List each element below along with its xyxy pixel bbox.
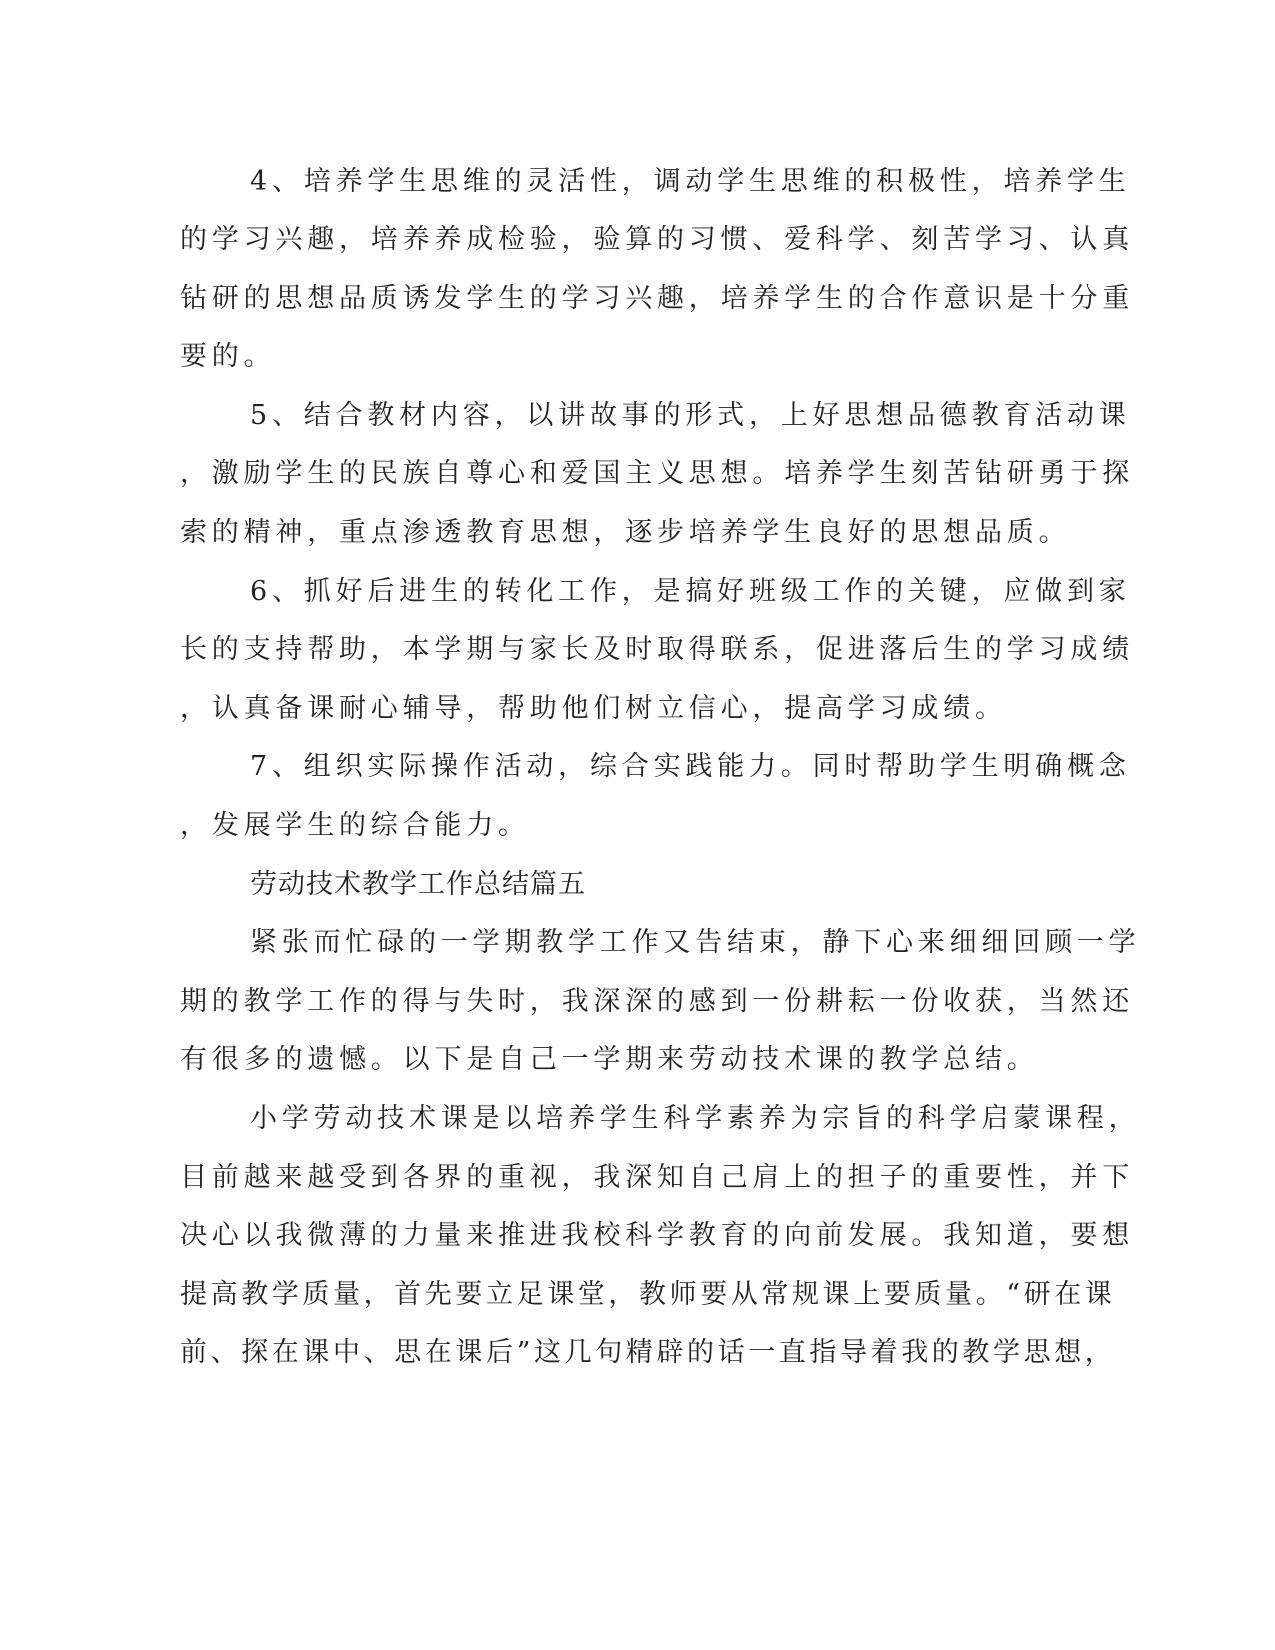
text-line-intro-1: 紧张而忙碌的一学期教学工作又告结束，静下心来细细回顾一学 (250, 927, 1141, 958)
text-line-body-1: 小学劳动技术课是以培养学生科学素养为宗旨的科学启蒙课程， (250, 1103, 1141, 1134)
text-line-body-4: 提高教学质量，首先要立足课堂，教师要从常规课上要质量。“研在课 (180, 1279, 1116, 1310)
text-line-para6-3: ，认真备课耐心辅导，帮助他们树立信心，提高学习成绩。 (180, 693, 1007, 724)
text-line-para5-3: 索的精神，重点渗透教育思想，逐步培养学生良好的思想品质。 (180, 517, 1071, 548)
text-line-para5-1: 5、结合教材内容，以讲故事的形式，上好思想品德教育活动课 (250, 400, 1131, 431)
text-line-body-5: 前、探在课中、思在课后”这几句精辟的话一直指导着我的教学思想， (180, 1337, 1116, 1368)
section-heading: 劳动技术教学工作总结篇五 (250, 869, 586, 900)
text-line-body-2: 目前越来越受到各界的重视，我深知自己肩上的担子的重要性，并下 (180, 1162, 1134, 1193)
text-line-intro-2: 期的教学工作的得与失时，我深深的感到一份耕耘一份收获，当然还 (180, 986, 1134, 1017)
text-line-para4-1: 4、培养学生思维的灵活性，调动学生思维的积极性，培养学生 (250, 166, 1131, 197)
text-line-para7-1: 7、组织实际操作活动，综合实践能力。同时帮助学生明确概念 (250, 751, 1131, 782)
text-line-para6-2: 长的支持帮助，本学期与家长及时取得联系，促进落后生的学习成绩 (180, 634, 1134, 665)
text-line-para6-1: 6、抓好后进生的转化工作，是搞好班级工作的关键，应做到家 (250, 576, 1131, 607)
text-line-intro-3: 有很多的遗憾。以下是自己一学期来劳动技术课的教学总结。 (180, 1044, 1039, 1075)
text-line-body-3: 决心以我微薄的力量来推进我校科学教育的向前发展。我知道，要想 (180, 1220, 1134, 1251)
text-line-para7-2: ，发展学生的综合能力。 (180, 810, 530, 841)
text-line-para5-2: ，激励学生的民族自尊心和爱国主义思想。培养学生刻苦钻研勇于探 (180, 458, 1134, 489)
text-line-para4-2: 的学习兴趣，培养养成检验，验算的习惯、爱科学、刻苦学习、认真 (180, 224, 1134, 255)
text-line-para4-3: 钻研的思想品质诱发学生的学习兴趣，培养学生的合作意识是十分重 (180, 283, 1134, 314)
text-line-para4-4: 要的。 (180, 341, 276, 372)
